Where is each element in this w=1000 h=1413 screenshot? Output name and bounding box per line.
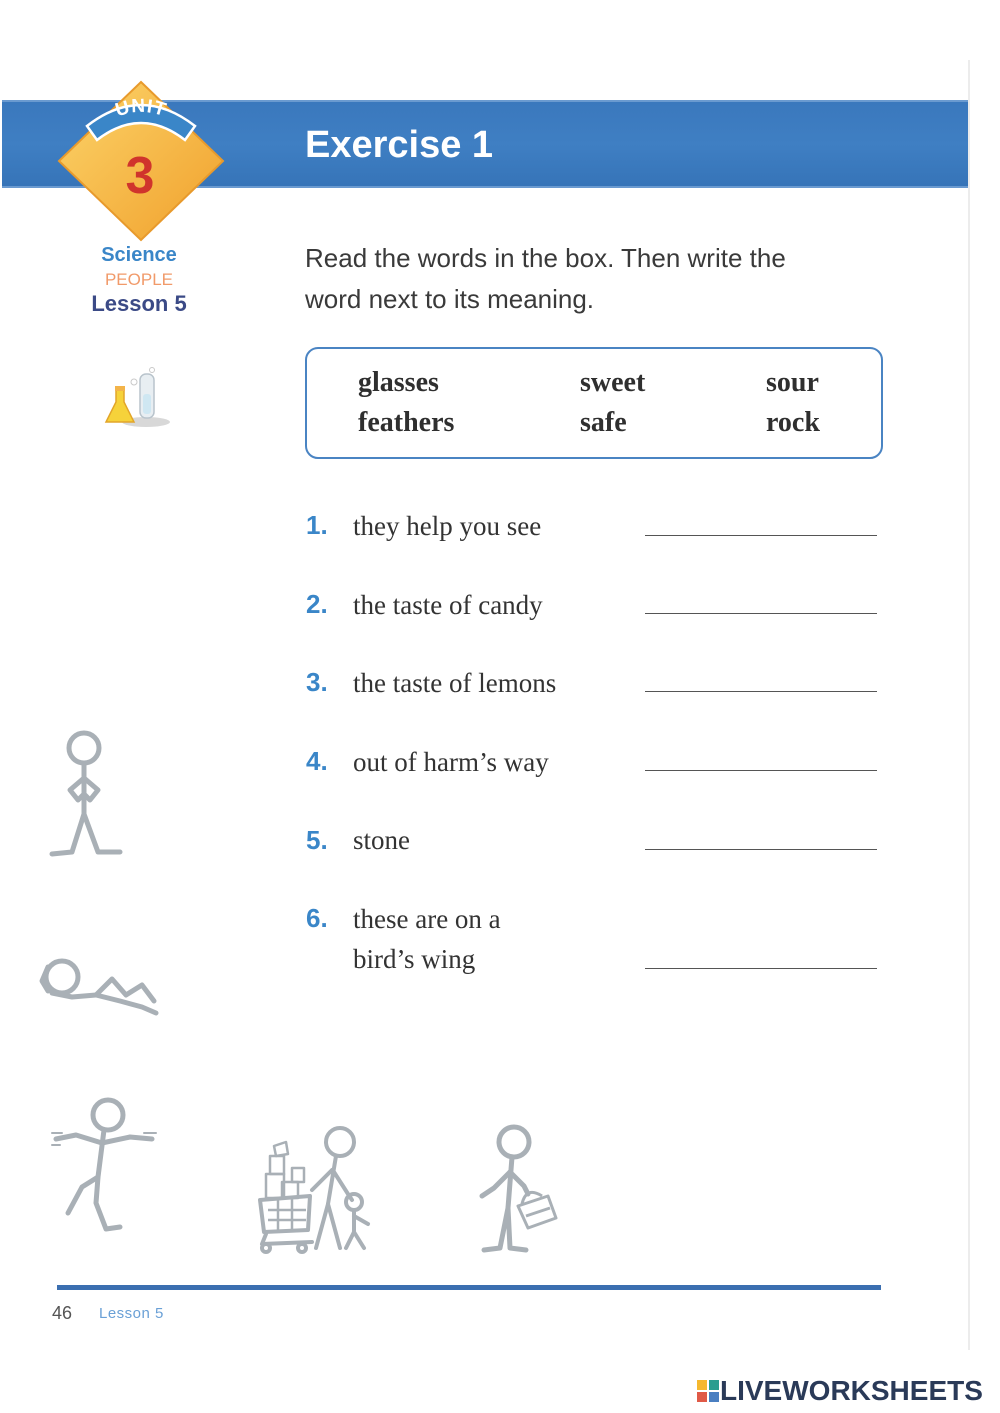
shopping-cart-figures-icon xyxy=(252,1120,388,1256)
answer-blank-3[interactable] xyxy=(645,691,877,692)
item-number: 4. xyxy=(306,746,328,776)
item-text: the taste of candy xyxy=(353,590,543,620)
page-title: Exercise 1 xyxy=(305,124,494,166)
item-text: out of harm’s way xyxy=(353,747,549,777)
lying-stick-figure-icon xyxy=(38,955,162,1021)
page-edge xyxy=(968,60,970,1350)
item-text: stone xyxy=(353,825,410,855)
instructions-line-1: Read the words in the box. Then write the xyxy=(305,243,786,273)
word-box-word: sour xyxy=(766,367,819,398)
unit-number: 3 xyxy=(125,147,155,205)
watermark-text: LIVEWORKSHEETS xyxy=(720,1375,983,1406)
word-box xyxy=(305,347,883,459)
answer-blank-5[interactable] xyxy=(645,849,877,850)
topic-label: PEOPLE xyxy=(104,270,174,289)
answer-blank-6[interactable] xyxy=(645,968,877,969)
item-text: bird’s wing xyxy=(353,944,476,974)
standing-stick-figure-icon xyxy=(44,728,128,860)
item-text: they help you see xyxy=(353,511,542,541)
answer-blank-4[interactable] xyxy=(645,770,877,771)
balancing-stick-figure-icon xyxy=(48,1095,160,1235)
answer-blank-1[interactable] xyxy=(645,535,877,536)
word-box-word: rock xyxy=(766,407,820,438)
item-number: 5. xyxy=(306,825,328,855)
footer-lesson: Lesson 5 xyxy=(99,1305,164,1322)
item-number: 1. xyxy=(306,510,328,540)
item-text: the taste of lemons xyxy=(353,668,557,698)
item-number: 3. xyxy=(306,667,328,697)
lesson-label: Lesson 5 xyxy=(91,291,187,316)
word-box-word: sweet xyxy=(580,367,646,398)
word-box-word: glasses xyxy=(358,367,439,398)
instructions xyxy=(305,238,905,320)
footer-rule xyxy=(57,1285,881,1290)
answer-blank-2[interactable] xyxy=(645,613,877,614)
liveworksheets-logo-icon xyxy=(697,1380,719,1402)
page-number: 46 xyxy=(52,1303,73,1323)
item-number: 2. xyxy=(306,589,328,619)
item-number: 6. xyxy=(306,903,328,933)
word-box-word: feathers xyxy=(358,407,455,438)
science-flask-icon xyxy=(104,366,174,432)
subject-label: Science xyxy=(101,244,177,266)
instructions-line-2: word next to its meaning. xyxy=(305,284,595,314)
item-text: these are on a xyxy=(353,904,501,934)
word-box-word: safe xyxy=(580,407,627,438)
unit-label: UNIT xyxy=(113,95,170,122)
basket-stick-figure-icon xyxy=(470,1120,564,1260)
